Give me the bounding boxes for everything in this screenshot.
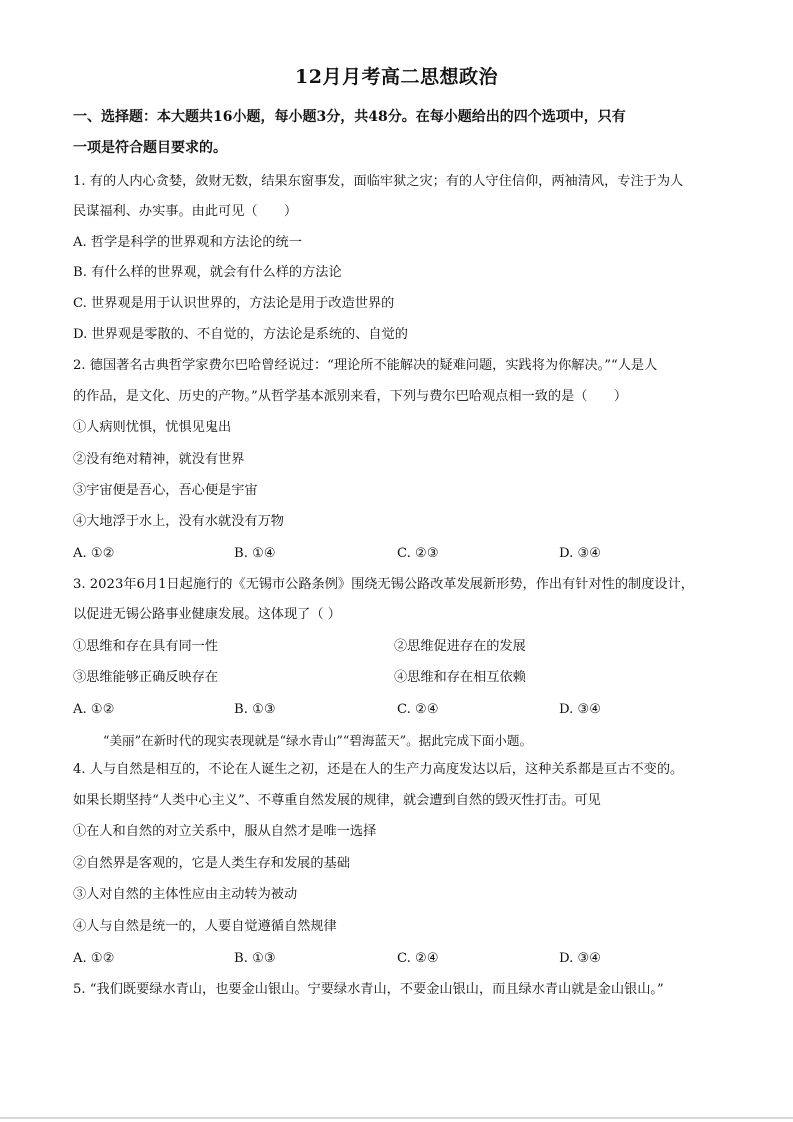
q4-item-3: ③人对自然的主体性应由主动转为被动	[73, 887, 298, 902]
q3-item-2: ②思维促进存在的发展	[394, 639, 526, 654]
q5-stem-line1: 5. “我们既要绿水青山，也要金山银山。宁要绿水青山，不要金山银山，而且绿水青山就是金山银山。”	[73, 982, 664, 997]
q2-item-4: ④大地浮于水上，没有水就没有万物	[73, 514, 284, 529]
q3-choice-c: C. ②④	[397, 702, 439, 717]
page-bottom-divider	[0, 1117, 793, 1119]
q2-item-3: ③宇宙便是吾心，吾心便是宇宙	[73, 483, 258, 498]
q2-choice-d: D. ③④	[559, 546, 602, 561]
q3-choice-a: A. ①②	[73, 702, 115, 717]
q3-item-1: ①思维和存在具有同一性	[73, 639, 219, 654]
q2-item-1: ①人病则忧惧，忧惧见鬼出	[73, 420, 232, 435]
q4-stem-line2: 如果长期坚持“人类中心主义”、不尊重自然发展的规律，就会遭到自然的毁灭性打击。可见	[73, 793, 601, 808]
q4-item-4: ④人与自然是统一的，人要自觉遵循自然规律	[73, 919, 337, 934]
q4-item-2: ②自然界是客观的，它是人类生存和发展的基础	[73, 856, 350, 871]
q3-item-3: ③思维能够正确反映存在	[73, 670, 219, 685]
q3-stem-line2: 以促进无锡公路事业健康发展。这体现了（ ）	[73, 607, 341, 622]
q1-option-b: B. 有什么样的世界观，就会有什么样的方法论	[73, 265, 342, 280]
q1-stem-line2: 民谋福利、办实事。由此可见（ ）	[73, 204, 298, 219]
q4-choice-c: C. ②④	[397, 951, 439, 966]
q2-stem-line1: 2. 德国著名古典哲学家费尔巴哈曾经说过：“理论所不能解决的疑难问题，实践将为你解决。”“人是人	[73, 358, 658, 373]
q3-stem-line1: 3. 2023年6月1日起施行的《无锡市公路条例》围绕无锡公路改革发展新形势，作出有针对性的制度设计，	[73, 577, 694, 592]
q2-choice-b: B. ①④	[234, 546, 276, 561]
q1-stem-line1: 1. 有的人内心贪婪，敛财无数，结果东窗事发，面临牢狱之灾；有的人守住信仰，两袖清风，专注于为人	[73, 174, 684, 189]
q4-choice-b: B. ①③	[234, 951, 276, 966]
q2-stem-line2: 的作品，是文化、历史的产物。”从哲学基本派别来看，下列与费尔巴哈观点相一致的是（ ）	[73, 389, 628, 404]
q3-choice-d: D. ③④	[559, 702, 602, 717]
q2-item-2: ②没有绝对精神，就没有世界	[73, 452, 245, 467]
section-heading-line2: 一项是符合题目要求的。	[73, 140, 227, 156]
q2-choice-a: A. ①②	[73, 546, 115, 561]
q2-choice-c: C. ②③	[397, 546, 439, 561]
q1-option-a: A. 哲学是科学的世界观和方法论的统一	[73, 235, 302, 250]
q1-option-c: C. 世界观是用于认识世界的，方法论是用于改造世界的	[73, 296, 395, 311]
q1-option-d: D. 世界观是零散的、不自觉的，方法论是系统的、自觉的	[73, 327, 408, 342]
q4-choice-a: A. ①②	[73, 951, 115, 966]
q4-item-1: ①在人和自然的对立关系中，服从自然才是唯一选择	[73, 824, 377, 839]
q4-choice-d: D. ③④	[559, 951, 602, 966]
page-title: 12月月考高二思想政治	[295, 66, 498, 88]
q4-stem-line1: 4. 人与自然是相互的，不论在人诞生之初，还是在人的生产力高度发达以后，这种关系都是亘古不变的。	[73, 762, 684, 777]
material-note: “美丽”在新时代的现实表现就是“绿水青山”“碧海蓝天”。据此完成下面小题。	[103, 733, 533, 748]
q3-item-4: ④思维和存在相互依赖	[394, 670, 526, 685]
section-heading-line1: 一、选择题：本大题共16小题，每小题3分，共48分。在每小题给出的四个选项中，只有	[73, 109, 626, 125]
q3-choice-b: B. ①③	[234, 702, 276, 717]
